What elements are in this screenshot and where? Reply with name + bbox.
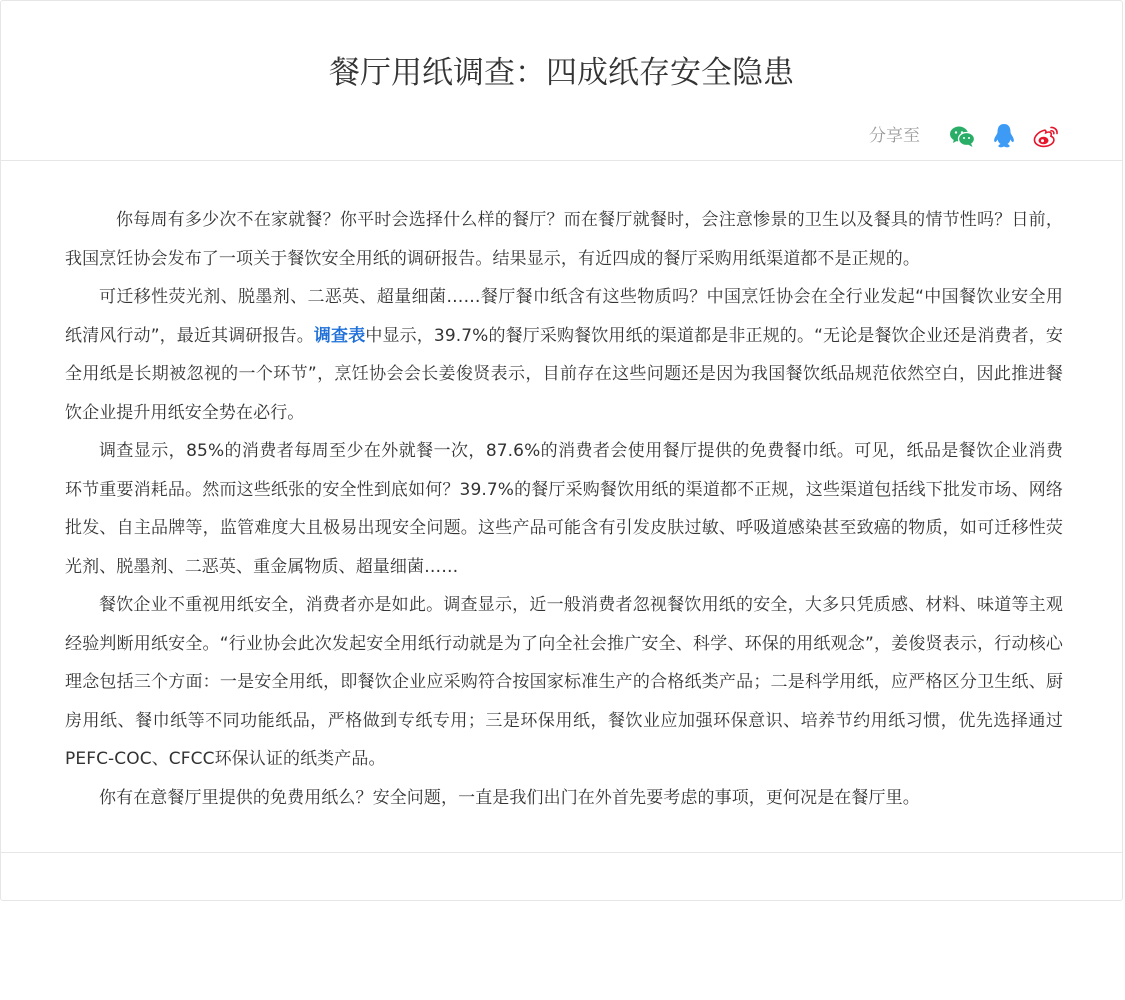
paragraph-text: 中显示，39.7%的餐厅采购餐饮用纸的渠道都是非正规的。“无论是餐饮企业还是消费者，安全用纸是长期被忽视的一个环节”，烹饪协会会长姜俊贤表示，目前存在这些问题还是因为我国餐饮纸品规范依然空白，因此推进餐饮企业提升用纸安全势在必行。: [65, 325, 1063, 423]
article-footer: [1, 852, 1122, 901]
share-label: 分享至: [869, 126, 920, 146]
article-paragraph: [65, 278, 1063, 432]
article-body: [65, 201, 1063, 817]
wechat-icon[interactable]: [948, 122, 976, 150]
article-paragraph: 你有在意餐厅里提供的免费用纸么？安全问题，一直是我们出门在外首先要考虑的事项，更何况是在餐厅里。: [99, 787, 920, 808]
qq-icon[interactable]: [990, 122, 1018, 150]
survey-link[interactable]: 调查表: [313, 325, 366, 346]
article-paragraph: 调查显示，85%的消费者每周至少在外就餐一次，87.6%的消费者会使用餐厅提供的免费餐巾纸。可见，纸品是餐饮企业消费环节重要消耗品。然而这些纸张的安全性到底如何？39.7%的餐厅采购餐饮用纸的渠道都不正规，这些渠道包括线下批发市场、网络批发、自主品牌等，监管难度大且极易出现安全问题。这些产品可能含有引发皮肤过敏、呼吸道感染甚至致癌的物质，如可迁移性荧光剂、脱墨剂、二恶英、重金属物质、超量细菌……: [65, 441, 1063, 577]
article-paragraph: 你每周有多少次不在家就餐？你平时会选择什么样的餐厅？而在餐厅就餐时，会注意惨景的卫生以及餐具的情节性吗？日前，我国烹饪协会发布了一项关于餐饮安全用纸的调研报告。结果显示，有近四成的餐厅采购用纸渠道都不是正规的。: [65, 210, 1063, 269]
article-paragraph: 餐饮企业不重视用纸安全，消费者亦是如此。调查显示，近一般消费者忽视餐饮用纸的安全，大多只凭质感、材料、味道等主观经验判断用纸安全。“行业协会此次发起安全用纸行动就是为了向全社会推广安全、科学、环保的用纸观念”，姜俊贤表示，行动核心理念包括三个方面：一是安全用纸，即餐饮企业应采购符合按国家标准生产的合格纸类产品；二是科学用纸，应严格区分卫生纸、厨房用纸、餐巾纸等不同功能纸品，严格做到专纸专用；三是环保用纸，餐饮业应加强环保意识、培养节约用纸习惯，优先选择通过PEFC-COC、CFCC环保认证的纸类产品。: [65, 595, 1063, 769]
article-header: [1, 1, 1122, 161]
paragraph-text: 可迁移性荧光剂、脱墨剂、二恶英、超量细菌……餐厅餐巾纸含有这些物质吗？中国烹饪协会在全行业发起“中国餐饮业安全用纸清风行动”，最近其调研报告。: [65, 287, 1063, 346]
article-title: 餐厅用纸调查：四成纸存安全隐患: [329, 55, 794, 91]
weibo-icon[interactable]: [1032, 122, 1060, 150]
share-bar: [869, 122, 1060, 150]
